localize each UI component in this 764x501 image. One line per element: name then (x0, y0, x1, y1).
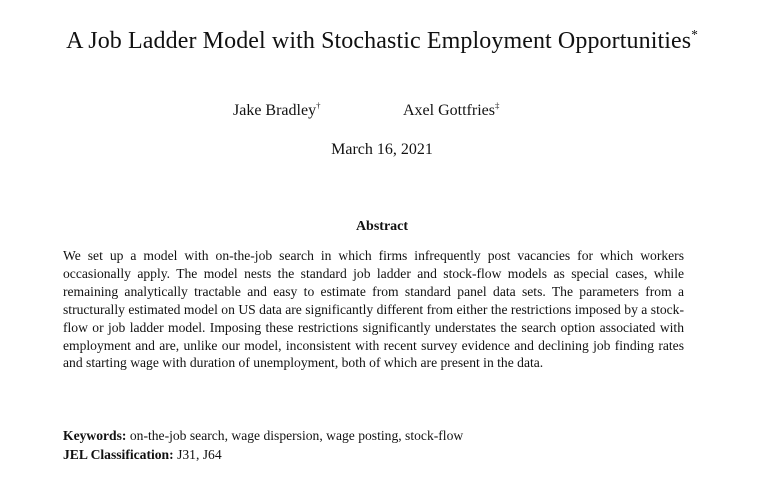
publication-date: March 16, 2021 (331, 141, 433, 158)
author-1-name: Jake Bradley (233, 102, 317, 119)
abstract-text: We set up a model with on-the-job search in which firms infrequently post vacancies for which workers occasionally apply. The model nests the standard job ladder and stock-flow models as special cases, while remaining analytically tractable and easy to estimate from standard panel data sets. The parameters from a structurally estimated model on US data are significantly different from either the restrictions imposed by a stock-flow or job ladder model. Imposing these restrictions significantly understates the search option associated with employment and are, unlike our model, inconsistent with recent survey evidence and declining job finding rates and starting wage with duration of unemployment, both of which are present in the data. (63, 248, 684, 371)
author-2-name: Axel Gottfries (403, 102, 495, 119)
author-1 (233, 102, 320, 120)
paper-title-text: A Job Ladder Model with Stochastic Employment Opportunities (66, 28, 692, 54)
jel-value: J31, J64 (177, 447, 222, 462)
title-footnote-mark: * (691, 27, 698, 42)
jel-classification-line (63, 447, 222, 463)
jel-label: JEL Classification: (63, 447, 174, 462)
author-2 (403, 102, 499, 120)
author-1-footnote-mark: † (316, 100, 321, 111)
author-2-footnote-mark: ‡ (494, 100, 500, 111)
keywords-line (63, 428, 463, 444)
paper-title (0, 28, 764, 55)
keywords-value: on-the-job search, wage dispersion, wage posting, stock-flow (129, 428, 464, 443)
abstract-heading: Abstract (355, 219, 409, 234)
keywords-label: Keywords: (63, 428, 127, 443)
author-list (0, 102, 764, 126)
